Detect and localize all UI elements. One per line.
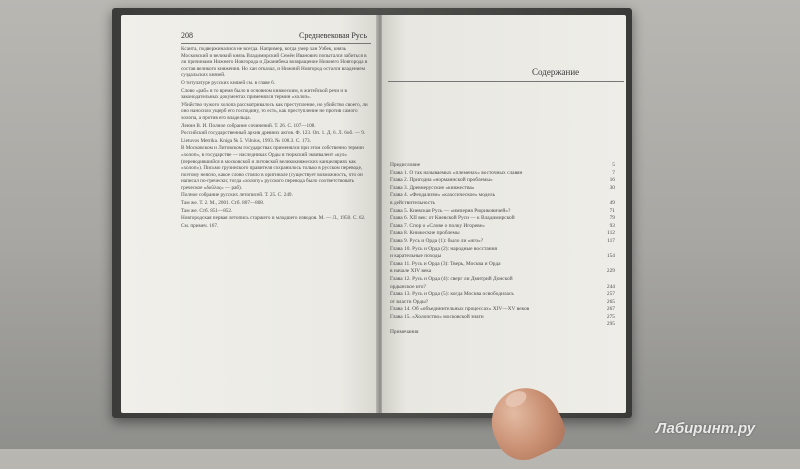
watermark: Лабиринт.ру [656, 420, 756, 437]
toc-entry [390, 238, 615, 244]
page-header [181, 31, 371, 44]
toc-entry-page: 79 [609, 215, 615, 222]
endnotes [181, 46, 371, 230]
toc-entry-title: в начале XIV века [390, 268, 432, 275]
toc-entry [390, 246, 615, 252]
endnote: В Московском и Литовском государствах применялся при этом собственно термин «холоп», в государстве — наследниках Орды в тюркский эквивалент «кул» (переводившийся в московской и литовской великокняжеских канцеляриях как «холоп»). Письмо грузинского правителя сохранилось только в русском переводе, поэтому неясно, какое слово стояло в оригинале (существует возможность, что он написал по-гречески; тогда «холопу» русского перевода было соответствовать греческое «δοῦλος» — раб). [181, 145, 364, 191]
toc-entry-title: Глава 2. Пригодна «норманнской проблемы» [390, 177, 493, 184]
left-page [121, 15, 379, 413]
toc-entry [390, 208, 615, 214]
endnote: Российский государственный архив древних актов. Ф. 123. Оп. 1. Д. 6. Л. 6об. — 9. [181, 130, 366, 137]
toc-entry-page [605, 329, 615, 335]
toc-entry-title: в действительность [390, 199, 435, 206]
toc-entry-title: Примечания [390, 329, 419, 336]
toc-entry-page: 295 [606, 321, 615, 328]
toc-entry-title: Глава 5. Киевская Русь — «империя Рюриковичей»? [390, 207, 511, 214]
toc-entry [390, 284, 615, 290]
toc-entry-page: 244 [606, 283, 615, 290]
endnote: Ксанта, подвержиналися не всегда. Например, когда умер хан Узбек, князь Московский и великий князь Владимирский Семён Иванович попытался забиться в ли причинами Нижнего Новгорода и Джанибека возвращение Нижнего Новгорода в состав великого княжения. Но хан отказал, и Нижний Новгород остался владением суздальских князей. [181, 46, 368, 79]
toc-entry-page [605, 192, 615, 198]
toc-entry-page: 112 [607, 230, 615, 237]
toc-rule [388, 81, 624, 82]
endnote: О титулатуре русских князей см. в главе 6. [181, 79, 275, 86]
toc-entry-title: Глава 7. Спор о «Слове о полку Игореве» [390, 222, 485, 229]
toc-entry [390, 185, 615, 191]
toc-entry [390, 162, 615, 168]
right-page [382, 15, 626, 413]
toc-entry-title: Глава 3. Древнерусские «княжества» [390, 184, 475, 191]
toc-entry-page: 257 [606, 291, 615, 298]
toc-entry-title: Глава 8. Книжеские проблемы [390, 230, 460, 237]
toc-entry-page: 71 [609, 207, 615, 214]
toc-entry-page: 5 [612, 162, 615, 168]
toc-entry-page [605, 261, 615, 267]
endnote: Ленин В. И. Полное собрание сочинений. Т. 26. С. 107—108. [181, 122, 316, 129]
toc-entry-title: от власти Орды? [390, 298, 429, 305]
endnote: Lietuvos Metrika. Kniga № 5. Vilnius, 1993. № 108.3. С. 173. [181, 137, 311, 144]
toc-entry-title: Глава 15. «Холопство» московской знати [390, 313, 484, 320]
toc-entry-page: 267 [606, 306, 615, 313]
toc-entry [390, 261, 615, 267]
toc-entry-page: 265 [606, 298, 615, 305]
table-of-contents [390, 162, 615, 337]
toc-entry-page [605, 246, 615, 252]
toc-entry-title: Глава 6. XII век: от Киевской Руси — к Владимирской [390, 215, 515, 222]
toc-entry-title: Глава 1. О так называемых «племенах» восточных славян [390, 169, 523, 176]
toc-entry [390, 253, 615, 259]
toc-entry-page: 16 [609, 177, 615, 184]
toc-entry-page: 229 [606, 268, 615, 275]
toc-entry [390, 306, 615, 312]
toc-entry [390, 230, 615, 236]
endnote: См. примеч. 167. [181, 222, 219, 229]
endnote: Слово «раб» в то время было в основном княжеским, в житейской речи и в законодательных документах применялся термин «холоп». [181, 87, 347, 101]
toc-entry-page: 154 [606, 253, 615, 260]
toc-entry-title: Глава 11. Русь и Орда (3): Тверь, Москва и Орда [390, 260, 501, 267]
toc-entry [390, 177, 615, 183]
toc-entry [390, 329, 615, 335]
toc-entry-title: Глава 14. Об «объединительных процессах» XIV—XV веков [390, 306, 530, 313]
toc-title: Содержание [532, 67, 580, 77]
endnote: Убийство чужого холопа рассматривалось как преступление, но убийство своего, ли оно наносило ущерб его господину, то есть, как преступление не против самого холопа, а против его владельца. [181, 101, 368, 121]
toc-entry-title: Глава 12. Русь и Орда (4): сверг ли Дмитрий Донской [390, 275, 513, 282]
toc-entry [390, 299, 615, 305]
toc-entry-page: 93 [609, 222, 615, 229]
toc-entry-title: Глава 13. Русь и Орда (5): когда Москва освободилась [390, 291, 514, 298]
toc-entry [390, 276, 615, 282]
toc-entry-page: 30 [609, 184, 615, 191]
toc-entry [390, 314, 615, 320]
toc-entry [390, 291, 615, 297]
toc-entry-page: 117 [607, 237, 615, 244]
toc-entry-page: 7 [612, 169, 615, 176]
toc-entry-title: Глава 10. Русь и Орда (2): народные восстания [390, 245, 498, 252]
toc-entry-title: Глава 4. «Феодализм» «классическое» модель [390, 192, 496, 199]
toc-entry [390, 215, 615, 221]
toc-entry-page: 49 [609, 199, 615, 206]
endnote: Там же. Стб. 851—852. [181, 207, 233, 214]
endnote: Новгородская первая летопись старшего и младшего изводов. М. — Л., 1950. С. 62. [181, 215, 366, 222]
toc-entry-title: Предисловие [390, 162, 421, 168]
toc-entry-title: ордынское иго? [390, 283, 426, 290]
toc-entry [390, 321, 615, 327]
toc-entry [390, 192, 615, 198]
toc-entry-page: 275 [606, 313, 615, 320]
toc-entry-title: Глава 9. Русь и Орда (1): было ли «иго»? [390, 237, 484, 244]
toc-entry [390, 223, 615, 229]
toc-entry [390, 170, 615, 176]
page-number: 208 [181, 31, 193, 40]
toc-entry-page [605, 276, 615, 282]
endnote: Там же. Т. 2. М., 2001. Стб. 807—808. [181, 200, 265, 207]
toc-entry [390, 200, 615, 206]
toc-entry-title: и карательные походы [390, 253, 442, 260]
running-head: Средневековая Русь [299, 31, 367, 40]
endnote: Полное собрание русских летописей. Т. 25. С. 249. [181, 192, 293, 199]
toc-entry [390, 268, 615, 274]
